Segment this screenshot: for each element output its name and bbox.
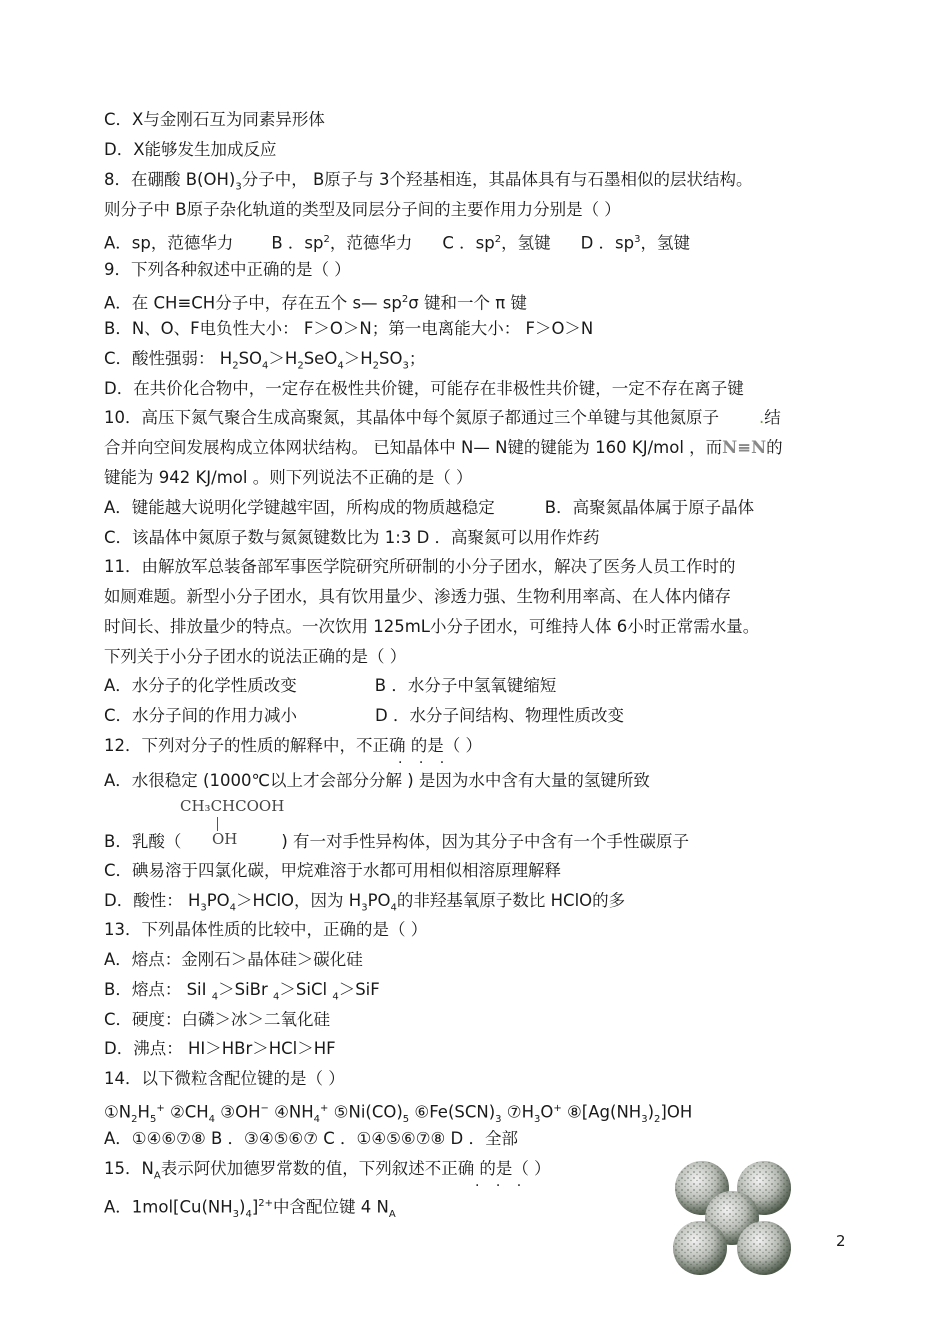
q12-option-c: C．碘易溶于四氯化碳，甲烷难溶于水都可用相似相溶原理解释: [104, 861, 562, 880]
q12-option-b: B．乳酸（ ) 有一对手性异构体，因为其分子中含有一个手性碳原子: [104, 832, 690, 851]
q13-stem: 13．下列晶体性质的比较中，正确的是（ ）: [104, 920, 428, 939]
q13-option-b: B．熔点： SiI $_4$＞SiBr $_4$＞SiCl $_4$＞SiF: [104, 980, 380, 1003]
q9-stem: 9．下列各种叙述中正确的是（ ）: [104, 260, 351, 279]
q11-options-ab: A．水分子的化学性质改变 B ．水分子中氢氧键缩短: [104, 676, 557, 695]
q9-option-c: C．酸性强弱： $H_2SO_4>H_2SeO_4>H_2SO_3$；: [104, 349, 426, 372]
q8-options: A．sp，范德华力 B ．$sp^2$，范德华力 C ．$sp^2$，氢键 D ．$sp^3$，氢键: [104, 233, 690, 253]
q9-option-a: A．在 CH≡CH分子中，存在五个 s— $sp^2\sigma$ 键和一个 π 键: [104, 293, 527, 313]
q12-option-d: D．酸性： $H_3PO_4>HClO$，因为 $H_3PO_4$的非羟基氧原子数比 HClO的多: [104, 891, 626, 914]
q10-options-cd: C．该晶体中氮原子数与氮氮键数比为 1:3 D ．高聚氮可以用作炸药: [104, 528, 600, 547]
q8-stem-2: 则分子中 B原子杂化轨道的类型及同层分子间的主要作用力分别是（ ）: [104, 200, 621, 219]
q10-options-ab: A．键能越大说明化学键越牢固，所构成的物质越稳定 B．高聚氮晶体属于原子晶体: [104, 498, 755, 517]
page-number: 2: [836, 1232, 846, 1250]
option-c-allotrope: C．X与金刚石互为同素异形体: [104, 110, 325, 129]
q9-option-b: B．N、O、F电负性大小： F＞O＞N；第一电离能大小： F＞O＞N: [104, 319, 594, 338]
q8-stem: 8．在硼酸 $B(OH)_3$分子中， B原子与 3个羟基相连，其晶体具有与石墨相似的层状结构。: [104, 170, 753, 193]
q12-stem: 12．下列对分子的性质的解释中，不正确 的是（ ）: [104, 736, 482, 755]
q11-options-cd: C．水分子间的作用力减小 D ．水分子间结构、物理性质改变: [104, 706, 624, 725]
q13-option-a: A．熔点：金刚石＞晶体硅＞碳化硅: [104, 950, 363, 969]
q12-option-a: A．水很稳定 (1000℃以上才会部分分解 ) 是因为水中含有大量的氢键所致: [104, 771, 650, 790]
q10-stem-2: 合并向空间发展构成立体网状结构。 已知晶体中 N— N键的键能为 160 KJ/mol ，而N≡N的: [104, 438, 783, 457]
q9-option-d: D．在共价化合物中，一定存在极性共价键，可能存在非极性共价键，一定不存在离子键: [104, 379, 744, 398]
emphasis-dots: . . .: [398, 751, 451, 767]
q15-option-a: A．$1mol[Cu(NH_3)_4]^{2+}$中含配位键 4 $N_A$: [104, 1197, 396, 1220]
option-d-addition: D．X能够发生加成反应: [104, 140, 277, 159]
emphasis-dots: . . .: [475, 1174, 528, 1190]
q11-stem: 11．由解放军总装备部军事医学院研究所研制的小分子团水，解决了医务人员工作时的: [104, 557, 736, 576]
crystal-sphere-packing-image: [668, 1158, 796, 1278]
triple-bond-formula: N≡N: [722, 438, 767, 457]
q10-stem-3: 键能为 942 KJ/mol 。则下列说法不正确的是（ ）: [104, 468, 473, 487]
q14-particles: $①N_2H_5^+$ $②CH_4$ ③OH− $④NH_4^+$ $⑤Ni(CO)_5$ $⑥Fe(SCN)_3$ $⑦H_3O^+$ $⑧[Ag(NH_3)_2]OH$: [104, 1102, 693, 1125]
q11-stem-4: 下列关于小分子团水的说法正确的是（ ）: [104, 647, 407, 666]
q14-options: A．①④⑥⑦⑧ B ．③④⑤⑥⑦ C ．①④⑤⑥⑦⑧ D ．全部: [104, 1129, 518, 1148]
q13-option-d: D．沸点： HI＞HBr＞HCl＞HF: [104, 1039, 336, 1058]
q14-stem: 14．以下微粒含配位键的是（ ）: [104, 1069, 345, 1088]
q13-option-c: C．硬度：白磷＞冰＞二氧化硅: [104, 1010, 331, 1029]
q15-stem: 15．$N_A$表示阿伏加德罗常数的值，下列叙述不正确 的是（ ）: [104, 1159, 551, 1182]
q11-stem-3: 时间长、排放量少的特点。一次饮用 125mL小分子团水，可维持人体 6小时正常需水量。: [104, 617, 760, 636]
lactic-acid-structure: CH₃CHCOOH OH: [180, 797, 285, 848]
q11-stem-2: 如厕难题。新型小分子团水，具有饮用量少、渗透力强、生物利用率高、在人体内储存: [104, 587, 731, 606]
q10-stem: 10．高压下氮气聚合生成高聚氮，其晶体中每个氮原子都通过三个单键与其他氮原子 .结: [104, 408, 781, 427]
